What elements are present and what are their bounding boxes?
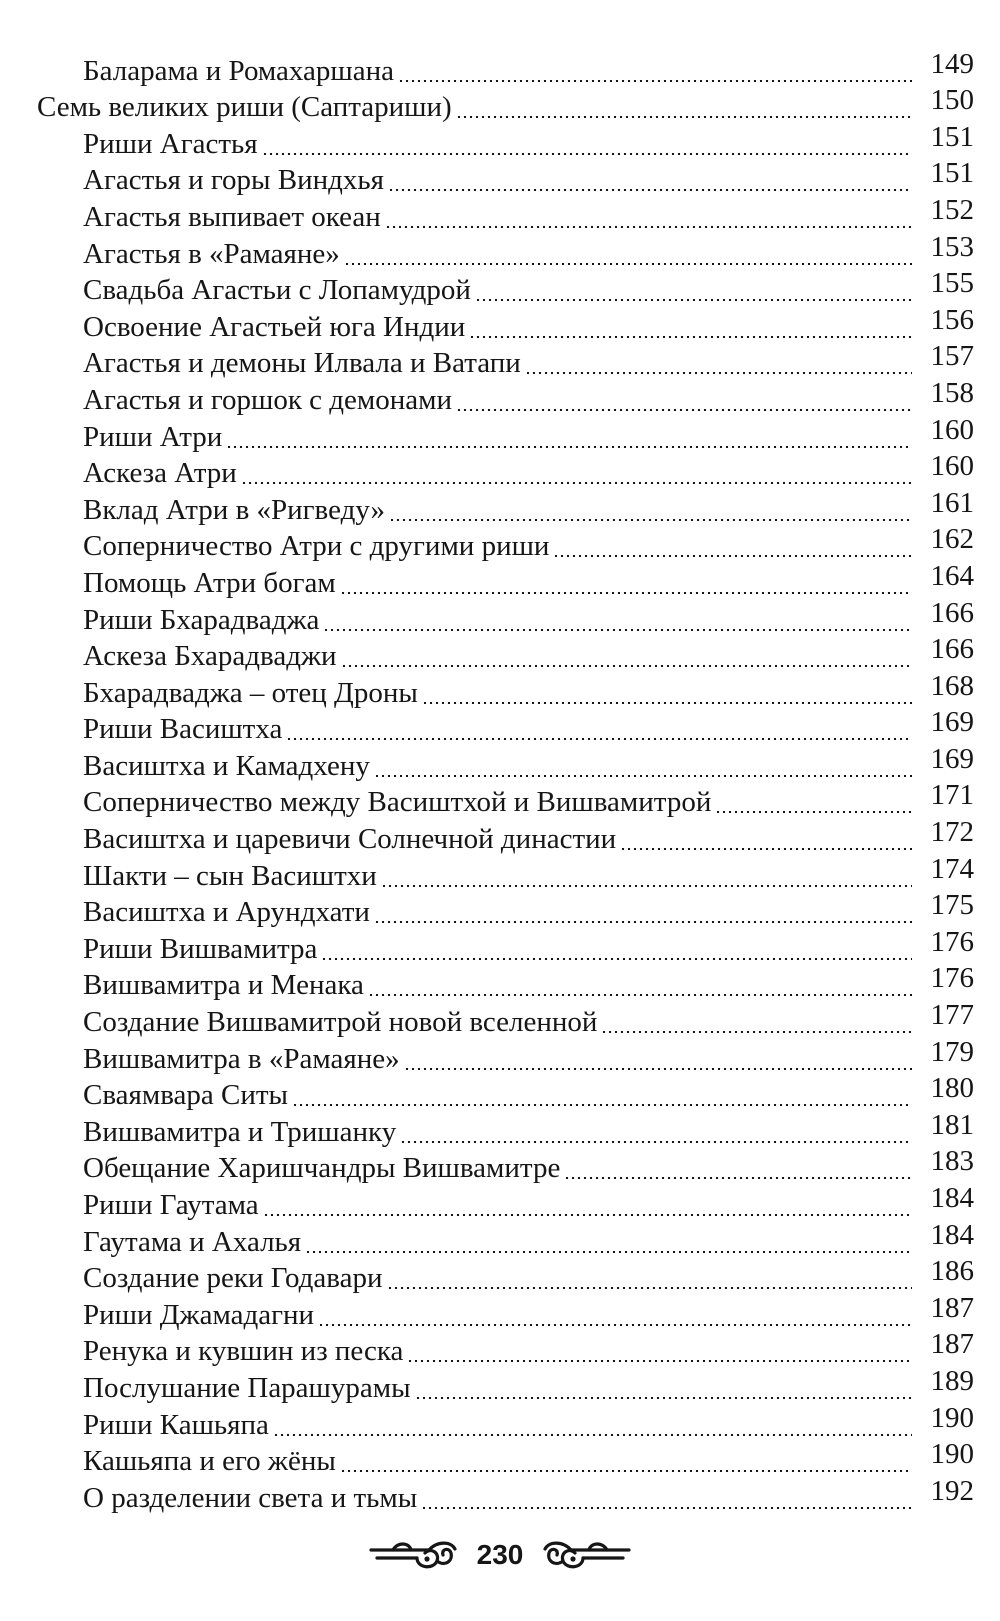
toc-entry-page: 187 [930,1291,974,1324]
ornament-left-icon [367,1537,459,1573]
toc-entry [0,1474,1000,1516]
toc-entry-title: Ренука и кувшин из песка [83,1335,404,1368]
dot-leader [389,519,912,521]
table-of-contents [0,47,1000,1516]
dot-leader [226,446,912,448]
toc-entry [0,1182,1000,1223]
toc-entry [0,742,1000,784]
toc-entry-page: 162 [930,523,974,556]
toc-entry-title: Вклад Атри в «Ригведу» [83,493,386,526]
toc-entry-title: Баларама и Ромахаршана [83,54,394,87]
ornament-right-icon [541,1537,633,1573]
toc-entry-page: 176 [930,962,974,995]
toc-entry-title: Васиштха и Арундхати [83,896,370,929]
toc-entry-page: 177 [930,999,974,1032]
toc-entry [0,523,1000,565]
toc-entry-title: Вишвамитра в «Рамаяне» [83,1042,400,1075]
dot-leader [374,921,912,923]
dot-leader [601,1031,912,1033]
toc-entry-title: Соперничество Атри с другими риши [83,530,550,563]
dot-leader [368,994,912,996]
toc-entry-page: 169 [930,742,974,775]
toc-entry [0,1291,1000,1333]
toc-entry-title: Агастья и горшок с демонами [83,383,453,416]
toc-entry-title: Агастья выпивает океан [83,200,381,233]
toc-entry [0,852,1000,894]
toc-entry [0,706,1000,748]
dot-leader [553,555,912,557]
toc-entry-page: 153 [930,230,974,263]
toc-entry [0,84,1000,126]
dot-leader [273,1434,912,1436]
toc-entry-title: Риши Васиштха [83,713,283,746]
toc-entry [0,816,1000,857]
toc-entry-page: 151 [930,157,974,190]
toc-entry-title: Риши Гаутама [83,1189,259,1221]
toc-entry [0,925,1000,967]
toc-entry-title: Риши Агастья [83,127,258,160]
toc-entry-page: 151 [930,120,974,153]
toc-entry [0,450,1000,492]
dot-leader [292,1104,912,1106]
toc-entry [0,1035,1000,1077]
toc-entry [0,1108,1000,1150]
dot-leader [404,1068,912,1070]
toc-entry-title: Обещание Харишчандры Вишвамитре [83,1152,561,1185]
toc-entry [0,633,1000,675]
toc-entry-title: Аскеза Бхарадваджи [83,640,337,673]
toc-entry-page: 184 [930,1218,974,1251]
toc-entry-title: Вишвамитра и Тришанку [83,1115,397,1148]
toc-entry [0,340,1000,382]
toc-entry [0,1255,1000,1297]
toc-entry-page: 176 [930,925,974,958]
page-footer [0,1530,1000,1580]
toc-entry-page: 160 [930,413,974,446]
toc-entry [0,120,1000,162]
toc-entry-title: Послушание Парашурамы [83,1371,411,1404]
toc-entry-title: Васиштха и Камадхену [83,749,370,782]
dot-leader [469,336,912,338]
dot-leader [263,1214,912,1216]
dot-leader [388,189,912,191]
dot-leader [262,153,912,155]
dot-leader [422,702,912,704]
toc-entry-page: 149 [930,47,974,80]
toc-entry-page: 156 [930,303,974,336]
dot-leader [286,738,912,740]
toc-entry-page: 150 [930,84,974,117]
toc-entry-page: 152 [930,193,974,226]
toc-entry-title: Соперничество между Васиштхой и Вишвамитрой [83,786,712,819]
toc-entry-title: Кашьяпа и его жёны [83,1445,336,1478]
toc-entry-title: Агастья и горы Виндхья [83,164,384,197]
toc-entry-title: Семь великих риши (Саптариши) [37,91,452,124]
toc-entry [0,999,1000,1040]
toc-entry-page: 183 [930,1145,974,1178]
dot-leader [344,263,912,265]
toc-entry-title: Риши Джамадагни [83,1298,315,1331]
toc-entry-page: 164 [930,559,974,592]
dot-leader [421,1507,912,1509]
toc-entry-title: Риши Кашьяпа [83,1408,269,1441]
toc-entry-page: 161 [930,486,974,519]
toc-entry [0,376,1000,418]
toc-entry-page: 172 [930,816,974,849]
toc-entry-title: Сваямвара Ситы [83,1079,289,1112]
toc-entry [0,596,1000,638]
toc-entry-title: Гаутама и Ахалья [83,1225,302,1258]
toc-entry-title: Вишвамитра и Менака [83,969,364,1002]
toc-entry-title: Бхарадваджа – отец Дроны [83,676,418,709]
toc-entry-page: 184 [930,1182,974,1214]
dot-leader [398,80,912,82]
toc-entry-title: Риши Бхарадваджа [83,603,320,636]
toc-entry-page: 174 [930,852,974,885]
toc-entry-page: 179 [930,1035,974,1068]
toc-entry [0,1145,1000,1187]
dot-leader [323,629,912,631]
toc-entry-page: 171 [930,779,974,812]
dot-leader [475,299,912,301]
dot-leader [456,409,912,411]
dot-leader [385,226,912,228]
toc-entry-page: 180 [930,1072,974,1105]
toc-entry-page: 181 [930,1108,974,1141]
toc-entry-title: Освоение Агастьей юга Индии [83,310,466,343]
toc-entry-title: Аскеза Атри [83,457,237,490]
toc-entry-title: Риши Вишвамитра [83,932,318,965]
toc-entry-page: 169 [930,706,974,739]
page-number: 230 [476,1539,524,1570]
dot-leader [525,372,912,374]
toc-entry [0,486,1000,528]
dot-leader [305,1251,912,1253]
toc-entry [0,1328,1000,1370]
toc-entry-page: 190 [930,1438,974,1471]
toc-entry-page: 158 [930,376,974,409]
dot-leader [341,665,912,667]
toc-entry-page: 192 [930,1474,974,1507]
toc-entry-title: Создание реки Годавари [83,1262,383,1295]
dot-leader [381,885,912,887]
toc-entry [0,1364,1000,1406]
toc-entry [0,1072,1000,1114]
dot-leader [340,592,912,594]
dot-leader [400,1141,912,1143]
dot-leader [241,482,912,484]
toc-entry [0,889,1000,931]
toc-entry-page: 160 [930,450,974,483]
toc-entry [0,193,1000,235]
toc-entry [0,47,1000,89]
toc-entry [0,157,1000,199]
dot-leader [318,1324,912,1326]
dot-leader [321,958,912,960]
toc-entry-page: 166 [930,633,974,666]
toc-entry-page: 190 [930,1401,974,1434]
toc-entry-title: Агастья и демоны Илвала и Ватапи [83,347,521,380]
toc-entry [0,1401,1000,1443]
toc-entry-title: Шакти – сын Васиштхи [83,859,377,892]
toc-entry-page: 187 [930,1328,974,1361]
toc-entry-page: 186 [930,1255,974,1288]
dot-leader [564,1177,912,1179]
toc-entry-title: Создание Вишвамитрой новой вселенной [83,1006,598,1039]
toc-entry [0,559,1000,601]
toc-entry-title: Риши Атри [83,420,223,453]
dot-leader [620,848,912,850]
toc-entry-page: 157 [930,340,974,373]
toc-entry [0,1438,1000,1480]
toc-entry-page: 155 [930,267,974,300]
dot-leader [340,1470,912,1472]
dot-leader [715,811,912,813]
toc-entry-title: Васиштха и царевичи Солнечной династии [83,823,617,856]
toc-entry-page: 166 [930,596,974,629]
toc-entry-title: О разделении света и тьмы [83,1481,418,1514]
toc-entry-title: Помощь Атри богам [83,566,336,599]
dot-leader [456,116,912,118]
toc-entry [0,303,1000,345]
toc-entry [0,962,1000,1004]
dot-leader [415,1397,912,1399]
toc-entry [0,413,1000,455]
toc-entry [0,779,1000,821]
toc-entry [0,1218,1000,1260]
toc-entry-page: 168 [930,669,974,702]
toc-entry-title: Свадьба Агастьи с Лопамудрой [83,274,471,307]
toc-entry-page: 189 [930,1364,974,1397]
dot-leader [374,775,912,777]
toc-entry [0,669,1000,711]
dot-leader [407,1360,912,1362]
toc-entry-page: 175 [930,889,974,922]
toc-entry [0,267,1000,309]
toc-entry [0,230,1000,272]
dot-leader [387,1287,912,1289]
toc-entry-title: Агастья в «Рамаяне» [83,237,340,270]
